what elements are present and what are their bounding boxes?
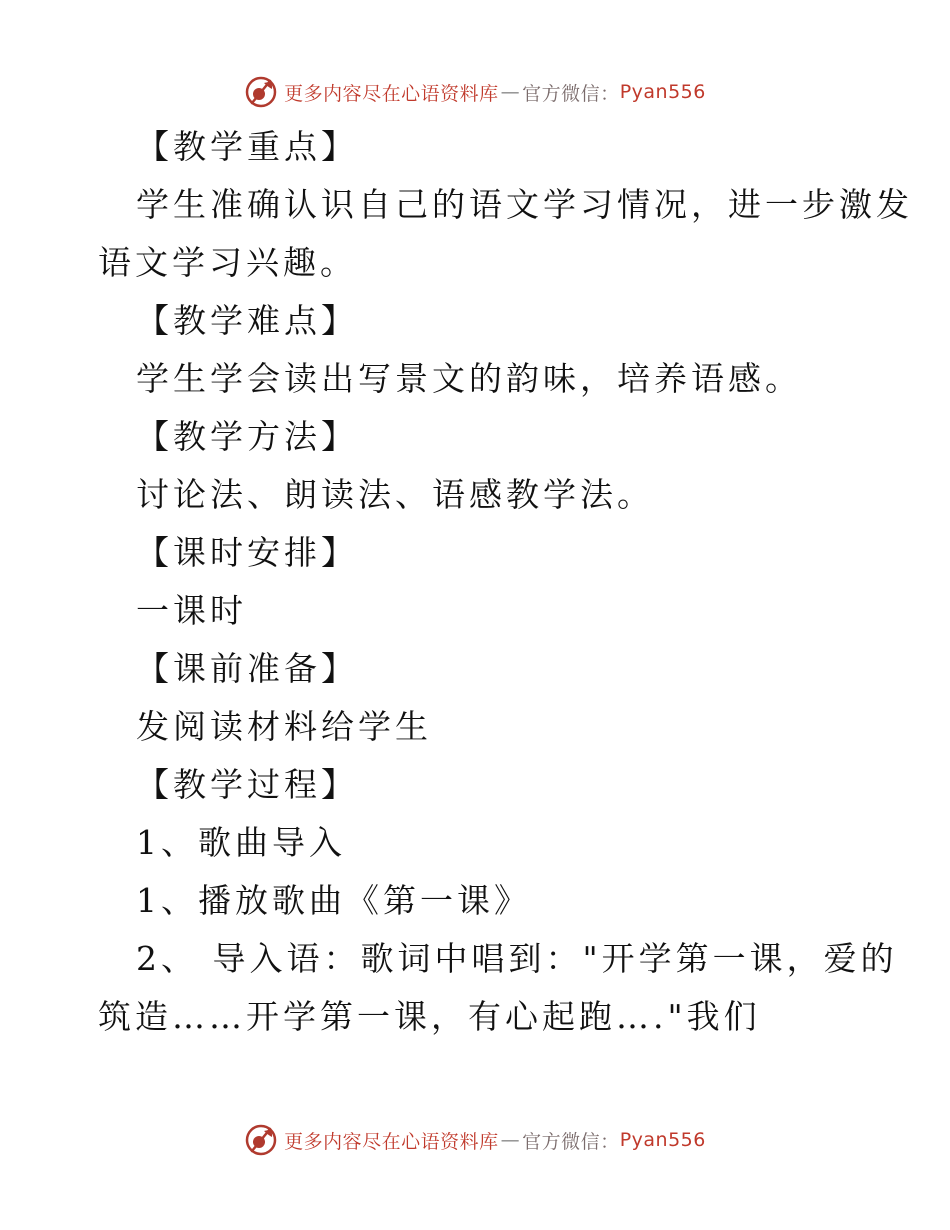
list-item: 2、 导入语：歌词中唱到："开学第一课，爱的 (136, 939, 898, 978)
heading-class-schedule: 【课时安排】 (136, 533, 358, 572)
heading-teaching-focus: 【教学重点】 (136, 127, 358, 166)
banner-dash: — (500, 81, 521, 103)
heading-teaching-method: 【教学方法】 (136, 417, 358, 456)
document-body (0, 118, 950, 1046)
list-item: 1、播放歌曲《第一课》 (136, 881, 531, 920)
feather-logo-icon (244, 1123, 278, 1157)
banner-dash: — (500, 1129, 521, 1151)
paragraph-line: 一课时 (136, 591, 247, 630)
paragraph-line: 学生学会读出写景文的韵味，培养语感。 (136, 359, 802, 398)
banner-wechat-label: 官方微信： (522, 1130, 620, 1153)
feather-logo-icon (244, 75, 278, 109)
banner-main-text: 更多内容尽在心语资料库 (284, 82, 499, 105)
heading-teaching-process: 【教学过程】 (136, 765, 358, 804)
heading-teaching-difficulty: 【教学难点】 (136, 301, 358, 340)
paragraph-line: 筑造……开学第一课，有心起跑…."我们 (98, 997, 761, 1036)
footer-watermark-banner (0, 1120, 950, 1160)
paragraph-line: 讨论法、朗读法、语感教学法。 (136, 475, 654, 514)
paragraph-line: 学生准确认识自己的语文学习情况，进一步激发 (136, 185, 913, 224)
paragraph-line: 语文学习兴趣。 (98, 243, 357, 282)
banner-wechat-label: 官方微信： (522, 82, 620, 105)
banner-wechat-id: Pyan556 (619, 1129, 706, 1151)
paragraph-line: 发阅读材料给学生 (136, 707, 432, 746)
list-item: 1、歌曲导入 (136, 823, 346, 862)
banner-wechat-id: Pyan556 (619, 81, 706, 103)
banner-main-text: 更多内容尽在心语资料库 (284, 1130, 499, 1153)
header-watermark-banner (0, 72, 950, 112)
heading-preparation: 【课前准备】 (136, 649, 358, 688)
